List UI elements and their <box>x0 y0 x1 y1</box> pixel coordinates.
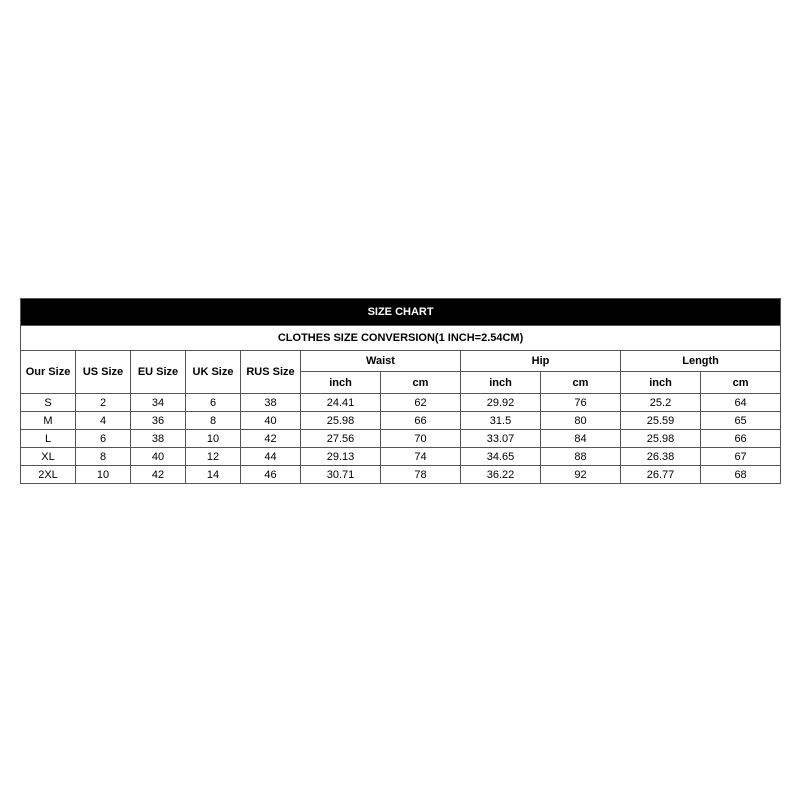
cell-rus-size: 42 <box>241 430 301 448</box>
cell-waist-inch: 25.98 <box>301 412 381 430</box>
header-eu-size: EU Size <box>131 351 186 394</box>
cell-uk-size: 12 <box>186 448 241 466</box>
cell-uk-size: 6 <box>186 394 241 412</box>
cell-eu-size: 34 <box>131 394 186 412</box>
cell-our-size: M <box>21 412 76 430</box>
header-waist-inch: inch <box>301 372 381 394</box>
cell-waist-inch: 30.71 <box>301 466 381 484</box>
cell-length-cm: 68 <box>701 466 781 484</box>
cell-waist-inch: 29.13 <box>301 448 381 466</box>
cell-our-size: XL <box>21 448 76 466</box>
cell-us-size: 6 <box>76 430 131 448</box>
chart-subtitle: CLOTHES SIZE CONVERSION(1 INCH=2.54CM) <box>21 326 781 351</box>
cell-eu-size: 42 <box>131 466 186 484</box>
cell-waist-cm: 78 <box>381 466 461 484</box>
cell-waist-inch: 24.41 <box>301 394 381 412</box>
cell-hip-cm: 88 <box>541 448 621 466</box>
cell-waist-cm: 70 <box>381 430 461 448</box>
cell-eu-size: 40 <box>131 448 186 466</box>
header-hip-cm: cm <box>541 372 621 394</box>
size-chart-table <box>20 298 781 484</box>
chart-title: SIZE CHART <box>21 299 781 326</box>
header-rus-size: RUS Size <box>241 351 301 394</box>
cell-us-size: 2 <box>76 394 131 412</box>
cell-length-inch: 25.98 <box>621 430 701 448</box>
cell-uk-size: 8 <box>186 412 241 430</box>
cell-rus-size: 40 <box>241 412 301 430</box>
header-uk-size: UK Size <box>186 351 241 394</box>
header-hip: Hip <box>461 351 621 372</box>
cell-rus-size: 46 <box>241 466 301 484</box>
cell-our-size: L <box>21 430 76 448</box>
subtitle-row <box>21 326 781 351</box>
header-length-inch: inch <box>621 372 701 394</box>
cell-waist-cm: 66 <box>381 412 461 430</box>
cell-hip-inch: 36.22 <box>461 466 541 484</box>
cell-hip-cm: 76 <box>541 394 621 412</box>
cell-length-inch: 25.2 <box>621 394 701 412</box>
header-us-size: US Size <box>76 351 131 394</box>
cell-waist-cm: 74 <box>381 448 461 466</box>
cell-hip-cm: 80 <box>541 412 621 430</box>
cell-our-size: S <box>21 394 76 412</box>
header-waist: Waist <box>301 351 461 372</box>
cell-us-size: 10 <box>76 466 131 484</box>
size-chart <box>20 298 780 484</box>
table-row <box>21 466 781 484</box>
table-row <box>21 394 781 412</box>
header-length: Length <box>621 351 781 372</box>
cell-hip-inch: 34.65 <box>461 448 541 466</box>
cell-hip-cm: 84 <box>541 430 621 448</box>
cell-rus-size: 38 <box>241 394 301 412</box>
header-length-cm: cm <box>701 372 781 394</box>
header-waist-cm: cm <box>381 372 461 394</box>
cell-hip-cm: 92 <box>541 466 621 484</box>
cell-uk-size: 10 <box>186 430 241 448</box>
cell-hip-inch: 33.07 <box>461 430 541 448</box>
cell-length-cm: 66 <box>701 430 781 448</box>
cell-length-cm: 64 <box>701 394 781 412</box>
title-row <box>21 299 781 326</box>
cell-length-inch: 25.59 <box>621 412 701 430</box>
cell-rus-size: 44 <box>241 448 301 466</box>
cell-length-cm: 67 <box>701 448 781 466</box>
cell-eu-size: 36 <box>131 412 186 430</box>
cell-hip-inch: 29.92 <box>461 394 541 412</box>
header-hip-inch: inch <box>461 372 541 394</box>
cell-length-inch: 26.38 <box>621 448 701 466</box>
cell-waist-inch: 27.56 <box>301 430 381 448</box>
cell-waist-cm: 62 <box>381 394 461 412</box>
cell-length-inch: 26.77 <box>621 466 701 484</box>
cell-our-size: 2XL <box>21 466 76 484</box>
table-row <box>21 448 781 466</box>
cell-uk-size: 14 <box>186 466 241 484</box>
cell-us-size: 4 <box>76 412 131 430</box>
cell-us-size: 8 <box>76 448 131 466</box>
cell-hip-inch: 31.5 <box>461 412 541 430</box>
table-row <box>21 412 781 430</box>
table-row <box>21 430 781 448</box>
header-row <box>21 351 781 372</box>
cell-eu-size: 38 <box>131 430 186 448</box>
cell-length-cm: 65 <box>701 412 781 430</box>
header-our-size: Our Size <box>21 351 76 394</box>
